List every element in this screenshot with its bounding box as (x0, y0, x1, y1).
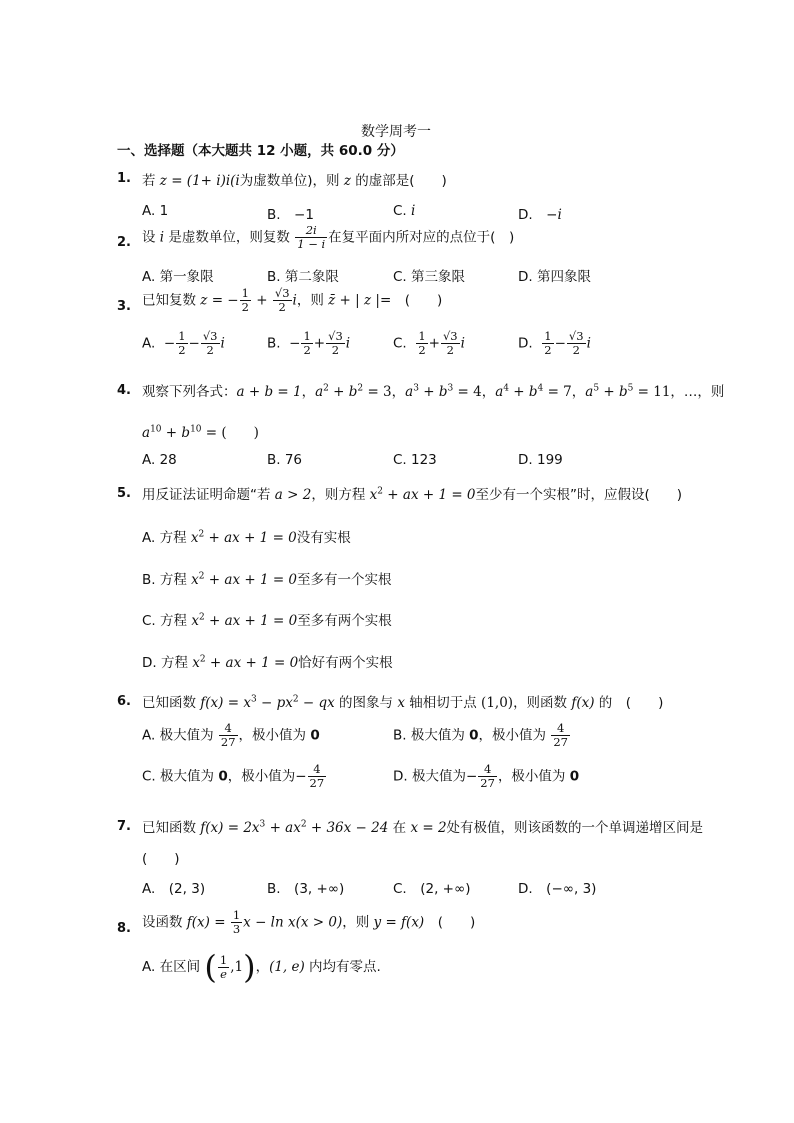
question-4-stem-line-1: 观察下列各式：a + b = 1，$a^2 + b^2 = 3$，$a^3 + b^3 = 4$，$a^4 + b^4 = 7$，$a^5 + b^5 = 11$，…，则 (142, 383, 725, 400)
question-3-stem: 已知复数 z = − $\frac{1}{2}$ + $\frac{√3}{2}$ i，则 z̄ + | z |= ( ) (142, 286, 443, 314)
question-2-stem: 设 i 是虚数单位，则复数 $\frac{2i}{1 - i}$ 在复平面内所对应的点位于( ) (142, 223, 515, 251)
question-1-option-b: B. −1 (267, 207, 314, 223)
question-5-stem: 用反证法证明命题“若 a > 2，则方程 $x^2$ + ax + 1 = 0至少有一个实根”时，应假设( ) (142, 486, 683, 503)
question-6-option-b: B. 极大值为 0，极小值为 $\frac{4}{27}$ (393, 721, 568, 749)
question-5-number: 5. (117, 486, 131, 501)
question-7-option-b: B. (3, +∞) (267, 881, 345, 897)
section-heading: 一、选择题（本大题共 12 小题，共 60.0 分） (117, 143, 404, 159)
question-4-option-d: D. 199 (518, 452, 563, 468)
question-8-option-a: A. 在区间 ( $\frac{1}{e}$ ,1)，(1, e) 内均有零点. (142, 948, 381, 986)
question-6-option-d: D. 极大值为− $\frac{4}{27}$ ，极小值为 0 (393, 762, 580, 790)
question-3-number: 3. (117, 299, 131, 314)
question-4-option-b: B. 76 (267, 452, 303, 468)
question-2-number: 2. (117, 235, 131, 250)
question-1-stem: 若 z = (1+ i)i(i为虚数单位)，则 z 的虚部是( ) (142, 173, 447, 189)
question-4-stem-line-2: $a^{10} + b^{10}$ = ( ) (142, 424, 259, 441)
question-1-option-a: A. 1 (142, 203, 169, 219)
question-3-option-d: D. $\frac{1}{2}$ − $\frac{√3}{2}$ i (518, 329, 591, 357)
question-7-number: 7. (117, 819, 131, 834)
question-2-option-b: B. 第二象限 (267, 269, 339, 285)
question-8-number: 8. (117, 921, 131, 936)
question-5-option-b: B. 方程 $x^2$ + ax + 1 = 0至多有一个实根 (142, 571, 392, 588)
question-4-number: 4. (117, 383, 131, 398)
question-3-option-a: A. − $\frac{1}{2}$ − $\frac{√3}{2}$ i (142, 329, 225, 357)
question-2-option-a: A. 第一象限 (142, 269, 214, 285)
question-4-option-a: A. 28 (142, 452, 177, 468)
page-title: 数学周考一 (361, 124, 431, 140)
question-1-option-c: C. i (393, 203, 416, 219)
question-6-option-a: A. 极大值为 $\frac{4}{27}$ ，极小值为 0 (142, 721, 320, 749)
question-7-stem-line-2: ( ) (142, 851, 180, 867)
question-6-stem: 已知函数 $f(x) = x^3 - px^2$ − qx 的图象与 x 轴相切于点 (1,0)，则函数 f(x) 的 ( ) (142, 694, 664, 711)
question-7-option-c: C. (2, +∞) (393, 881, 471, 897)
question-1-number: 1. (117, 171, 131, 186)
fraction-2i-over-1-minus-i: $\frac{2i}{1 - i}$ (297, 223, 326, 251)
question-5-option-a: A. 方程 $x^2$ + ax + 1 = 0没有实根 (142, 529, 351, 546)
question-6-number: 6. (117, 694, 131, 709)
question-5-option-d: D. 方程 $x^2$ + ax + 1 = 0恰好有两个实根 (142, 654, 393, 671)
question-8-stem: 设函数 f(x) = $\frac{1}{3}$ x − ln x(x > 0)，则 y = f(x) ( ) (142, 908, 476, 936)
question-4-option-c: C. 123 (393, 452, 437, 468)
question-7-stem-line-1: 已知函数 $f(x) = 2x^3 + ax^2 + 36x - 24$ 在 x = 2处有极值，则该函数的一个单调递增区间是 (142, 819, 704, 836)
question-6-option-c: C. 极大值为 0，极小值为− $\frac{4}{27}$ (142, 762, 325, 790)
question-3-option-b: B. − $\frac{1}{2}$ + $\frac{√3}{2}$ i (267, 329, 351, 357)
question-7-option-d: D. (−∞, 3) (518, 881, 597, 897)
question-7-option-a: A. (2, 3) (142, 881, 206, 897)
question-5-option-c: C. 方程 $x^2$ + ax + 1 = 0至多有两个实根 (142, 612, 392, 629)
question-3-option-c: C. $\frac{1}{2}$ + $\frac{√3}{2}$ i (393, 329, 465, 357)
question-1-option-d: D. −i (518, 207, 562, 223)
question-2-option-c: C. 第三象限 (393, 269, 466, 285)
question-2-option-d: D. 第四象限 (518, 269, 591, 285)
